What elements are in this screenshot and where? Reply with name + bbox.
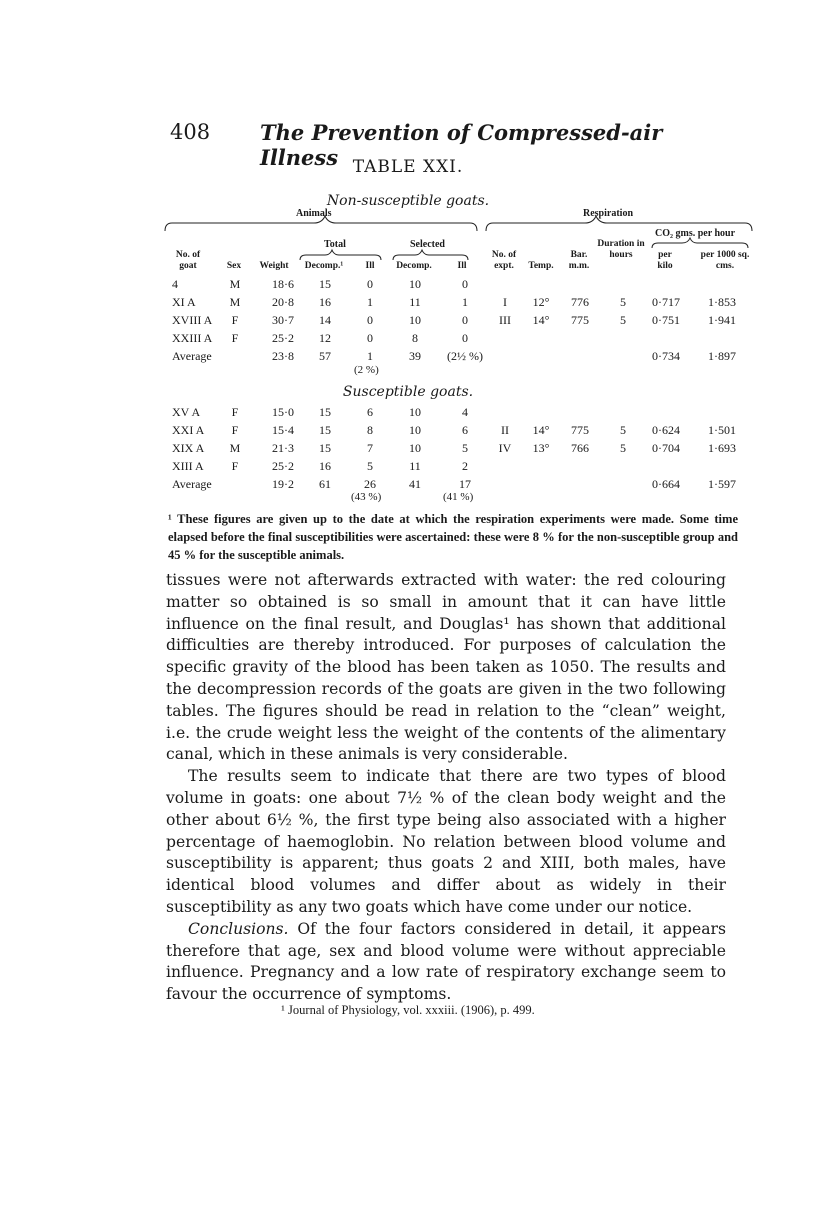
cell-total-decomp: 15 [319, 405, 331, 419]
cell-per-sq: 1·941 [708, 313, 736, 327]
cell-selected-decomp: 10 [409, 441, 421, 455]
col-total-ill: Ill [365, 261, 375, 271]
paragraph-1: tissues were not afterwards extracted with water: the red colouring matter so obtained is so small in amount that it can have little influence on the final result, and Douglas¹ has shown that additional difficulties are thereby introduced. For purposes of calculation the specific gravity of the blood has been taken as 1050. The results and the decompression records of the goats are given in the two following tables. The figures should be read in relation to the “clean” weight, i.e. the crude weight less the weight of the contents of the alimentary canal, which in these animals is very considerable. [166, 571, 726, 764]
cell-selected-decomp: 10 [409, 423, 421, 437]
cell-sex: F [231, 459, 239, 473]
cell-total-ill: 0 [367, 277, 373, 291]
cell-bar: 776 [571, 295, 589, 309]
cell-per-kilo: 0·624 [652, 423, 680, 437]
total-brace [300, 250, 381, 260]
cell-weight: 20·8 [272, 295, 294, 309]
cell-total-decomp: 61 [319, 477, 331, 491]
selected-brace [393, 250, 468, 260]
col-per-sq: per 1000 sq. cms. [700, 250, 750, 271]
col-per-kilo: per kilo [657, 250, 673, 271]
selected-label: Selected [410, 239, 445, 250]
cell-sex: F [231, 405, 239, 419]
col-total-decomp: Decomp.¹ [304, 261, 344, 271]
col-goat: No. of goat [175, 250, 201, 271]
cell-selected-ill: (2½ %) [447, 349, 483, 363]
col-temp: Temp. [528, 261, 554, 271]
cell-weight: 18·6 [272, 277, 294, 291]
cell-goat: XI A [172, 295, 196, 309]
running-title: The Prevention of Compressed-air Illness [260, 120, 663, 170]
cell-total-decomp: 15 [319, 423, 331, 437]
cell-selected-decomp: 10 [409, 277, 421, 291]
cell-per-kilo: 0·704 [652, 441, 680, 455]
cell-total-ill: 5 [367, 459, 373, 473]
cell-duration: 5 [620, 313, 626, 327]
cell-total-ill: 1 [367, 295, 373, 309]
cell-per-kilo: 0·751 [652, 313, 680, 327]
cell-goat: 4 [172, 277, 178, 291]
cell-selected-ill: 4 [462, 405, 468, 419]
cell-sex: F [231, 331, 239, 345]
cell-per-sq: 1·853 [708, 295, 736, 309]
cell-goat: Average [172, 349, 212, 363]
cell-total-decomp: 57 [319, 349, 331, 363]
cell-weight: 25·2 [272, 459, 294, 473]
selected-ill-percent: (41 %) [443, 491, 474, 503]
table-title: TABLE XXI. [352, 157, 464, 177]
cell-duration: 5 [620, 295, 626, 309]
cell-total-ill: 8 [367, 423, 373, 437]
cell-duration: 5 [620, 441, 626, 455]
cell-bar: 775 [571, 423, 589, 437]
cell-selected-ill: 0 [462, 277, 468, 291]
cell-total-ill: 0 [367, 313, 373, 327]
animals-label: Animals [296, 208, 332, 219]
cell-selected-ill: 1 [462, 295, 468, 309]
cell-bar: 775 [571, 313, 589, 327]
conclusions-label: Conclusions. [188, 919, 289, 938]
cell-selected-decomp: 11 [409, 295, 421, 309]
table-row [0, 295, 816, 313]
cell-bar: 766 [571, 441, 589, 455]
average-row [0, 477, 816, 495]
cell-total-decomp: 15 [319, 277, 331, 291]
non-susceptible-heading: Non-susceptible goats. [326, 193, 490, 209]
cell-total-ill: 6 [367, 405, 373, 419]
cell-goat: XXI A [172, 423, 205, 437]
cell-sex: M [229, 295, 241, 309]
table-row [0, 331, 816, 349]
table-row [0, 405, 816, 423]
col-selected-decomp: Decomp. [396, 261, 432, 271]
total-ill-percent: (2 %) [354, 364, 379, 376]
cell-temp: 13° [532, 441, 550, 455]
cell-weight: 23·8 [272, 349, 294, 363]
table-row [0, 423, 816, 441]
table-row [0, 313, 816, 331]
cell-selected-decomp: 39 [409, 349, 421, 363]
cell-weight: 15·0 [272, 405, 294, 419]
cell-total-ill: 26 [364, 477, 376, 491]
col-selected-ill: Ill [457, 261, 467, 271]
cell-goat: Average [172, 477, 212, 491]
cell-expt: I [503, 295, 507, 309]
cell-goat: XXIII A [172, 331, 213, 345]
page-footnote: ¹ Journal of Physiology, vol. xxxiii. (1906), p. 499. [281, 1003, 535, 1017]
table-row [0, 277, 816, 295]
paragraph-2: The results seem to indicate that there are two types of blood volume in goats: one about 7½ % of the clean body weight and the other about 6½ %, the first type being also associated with a higher percentage of haemoglobin. No relation between blood volume and susceptibility is apparent; thus goats 2 and XIII, both males, have identical blood volumes and differ about as widely in their susceptibility as any two goats which have come under our notice. [166, 767, 726, 916]
cell-duration: 5 [620, 423, 626, 437]
cell-goat: XVIII A [172, 313, 213, 327]
body-text [166, 570, 726, 1006]
cell-selected-decomp: 10 [409, 405, 421, 419]
cell-goat: XIX A [172, 441, 205, 455]
cell-selected-decomp: 10 [409, 313, 421, 327]
cell-per-sq: 1·597 [708, 477, 736, 491]
cell-sex: M [229, 277, 241, 291]
cell-total-decomp: 14 [319, 313, 331, 327]
conclusions-text: Of the four factors considered in detail, it appears therefore that age, sex and blood volume were without appreciable influence. Pregnancy and a low rate of respiratory exchange seem to favour the occurrence of symptoms. [166, 919, 726, 1004]
cell-weight: 15·4 [272, 423, 294, 437]
page-number: 408 [170, 120, 211, 144]
cell-selected-ill: 6 [462, 423, 468, 437]
cell-per-sq: 1·897 [708, 349, 736, 363]
cell-selected-ill: 5 [462, 441, 468, 455]
total-ill-percent: (43 %) [351, 491, 382, 503]
cell-temp: 14° [532, 423, 550, 437]
col-sex: Sex [226, 261, 242, 271]
cell-selected-ill: 2 [462, 459, 468, 473]
cell-sex: M [229, 441, 241, 455]
respiration-label: Respiration [583, 208, 633, 219]
cell-per-sq: 1·501 [708, 423, 736, 437]
cell-selected-ill: 17 [459, 477, 471, 491]
cell-per-kilo: 0·717 [652, 295, 680, 309]
cell-per-sq: 1·693 [708, 441, 736, 455]
cell-temp: 14° [532, 313, 550, 327]
cell-selected-decomp: 11 [409, 459, 421, 473]
col-expt: No. of expt. [491, 250, 517, 271]
col-duration: Duration in hours [597, 239, 645, 260]
cell-per-kilo: 0·734 [652, 349, 680, 363]
paragraph-3 [166, 919, 726, 1006]
cell-goat: XIII A [172, 459, 204, 473]
susceptible-heading: Susceptible goats. [342, 384, 474, 400]
cell-selected-decomp: 8 [412, 331, 418, 345]
cell-weight: 19·2 [272, 477, 294, 491]
cell-total-ill: 1 [367, 349, 373, 363]
cell-total-decomp: 16 [319, 295, 331, 309]
cell-weight: 21·3 [272, 441, 294, 455]
cell-total-decomp: 12 [319, 331, 331, 345]
col-weight: Weight [259, 261, 289, 271]
cell-selected-decomp: 41 [409, 477, 421, 491]
co2-label: CO₂ gms. per hour [655, 228, 736, 239]
col-bar: Bar. m.m. [568, 250, 590, 271]
cell-total-decomp: 16 [319, 459, 331, 473]
cell-total-ill: 0 [367, 331, 373, 345]
table-row [0, 459, 816, 477]
cell-selected-ill: 0 [462, 331, 468, 345]
cell-goat: XV A [172, 405, 201, 419]
cell-temp: 12° [532, 295, 550, 309]
cell-expt: III [499, 313, 511, 327]
cell-weight: 30·7 [272, 313, 294, 327]
total-label: Total [324, 239, 346, 250]
cell-sex: F [231, 423, 239, 437]
cell-per-kilo: 0·664 [652, 477, 680, 491]
cell-sex: F [231, 313, 239, 327]
co2-brace [652, 238, 748, 248]
cell-expt: II [501, 423, 509, 437]
cell-expt: IV [498, 441, 512, 455]
cell-total-ill: 7 [367, 441, 373, 455]
average-row [0, 349, 816, 367]
cell-total-decomp: 15 [319, 441, 331, 455]
table-row [0, 441, 816, 459]
table-footnote: ¹ These figures are given up to the date at which the respiration experiments were made. Some time elapsed before the final susceptibilities were ascertained: these were 8 % for the non-susceptible group and 45 % for the susceptible animals. [168, 512, 738, 562]
cell-selected-ill: 0 [462, 313, 468, 327]
cell-weight: 25·2 [272, 331, 294, 345]
